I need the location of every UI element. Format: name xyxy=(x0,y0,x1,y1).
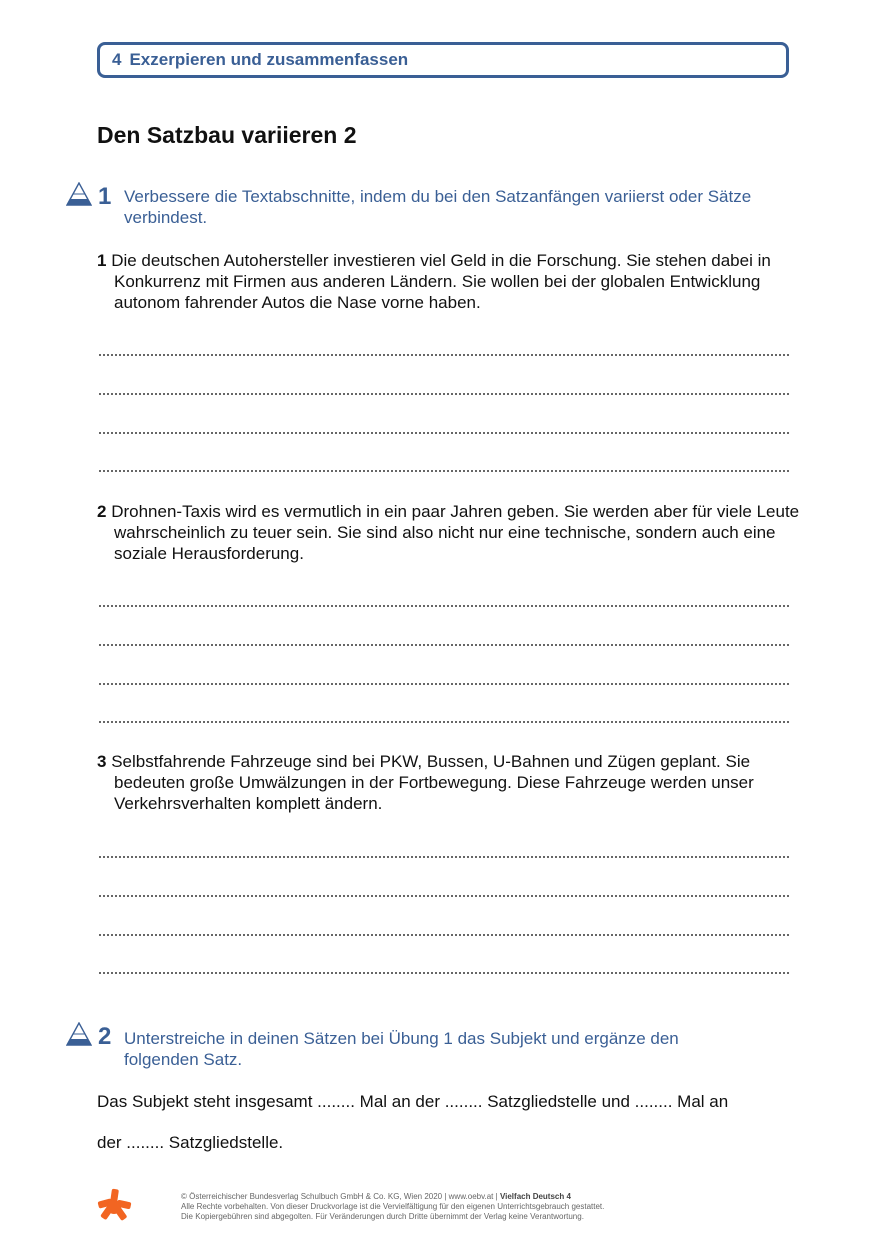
footer-copyright xyxy=(181,1192,604,1222)
footer-line-3: Die Kopiergebühren sind abgegolten. Für Veränderungen durch Dritte übernimmt der Verlag keine Verantwortung. xyxy=(181,1212,584,1221)
item-number: 2 xyxy=(97,502,107,521)
fill-in-sentence-line-1[interactable]: Das Subjekt steht insgesamt ........ Mal an der ........ Satzgliedstelle und ........ Mal an xyxy=(97,1092,729,1111)
difficulty-pyramid-icon xyxy=(66,1022,92,1046)
chapter-header xyxy=(97,42,789,78)
exercise-item-1 xyxy=(97,250,814,313)
task-2-instruction-line-2: folgenden Satz. xyxy=(124,1050,243,1069)
item-text: Die deutschen Autohersteller investieren viel Geld in die Forschung. Sie stehen dabei in Konkurrenz mit Firmen aus anderen Ländern. Sie wollen bei der globalen Entwicklung autonom fahrender Autos die Nase vorne haben. xyxy=(111,251,771,312)
task-2-instruction xyxy=(124,1028,804,1070)
task-1-instruction-line-2: verbindest. xyxy=(124,208,208,227)
oebv-star-logo-icon xyxy=(96,1188,132,1226)
footer-line-2: Alle Rechte vorbehalten. Von dieser Druckvorlage ist die Vervielfältigung für den eigenen Unterrichtsgebrauch gestattet. xyxy=(181,1202,605,1211)
chapter-title: Exzerpieren und zusammenfassen xyxy=(129,50,409,69)
fill-in-sentence-line-2[interactable]: der ........ Satzgliedstelle. xyxy=(97,1133,284,1152)
answer-line[interactable] xyxy=(98,856,790,858)
item-text: Drohnen-Taxis wird es vermutlich in ein paar Jahren geben. Sie werden aber für viele Leute wahrscheinlich zu teuer sein. Sie sind also nicht nur eine technische, sondern auch eine soziale Herausforderung. xyxy=(111,502,800,563)
answer-line[interactable] xyxy=(98,432,790,434)
footer-line-1 xyxy=(181,1192,604,1202)
page-title: Den Satzbau variieren 2 xyxy=(97,122,357,148)
answer-line[interactable] xyxy=(98,644,790,646)
difficulty-pyramid-icon xyxy=(66,182,92,206)
answer-line[interactable] xyxy=(98,934,790,936)
task-1-instruction xyxy=(124,186,804,228)
answer-line[interactable] xyxy=(98,972,790,974)
item-number: 1 xyxy=(97,251,107,270)
item-number: 3 xyxy=(97,752,107,771)
answer-line[interactable] xyxy=(98,895,790,897)
task-2-instruction-line-1: Unterstreiche in deinen Sätzen bei Übung 1 das Subjekt und ergänze den xyxy=(124,1029,679,1048)
answer-line[interactable] xyxy=(98,470,790,472)
answer-line[interactable] xyxy=(98,683,790,685)
answer-line[interactable] xyxy=(98,354,790,356)
answer-line[interactable] xyxy=(98,393,790,395)
exercise-item-2 xyxy=(97,501,814,564)
item-text: Selbstfahrende Fahrzeuge sind bei PKW, Bussen, U-Bahnen und Zügen geplant. Sie bedeuten große Umwälzungen in der Fortbewegung. Diese Fahrzeuge werden unser Verkehrsverhalten komplett ändern. xyxy=(111,752,754,813)
task-1-number: 1 xyxy=(98,183,112,210)
answer-line[interactable] xyxy=(98,721,790,723)
chapter-number: 4 xyxy=(112,50,122,69)
task-1-instruction-line-1: Verbessere die Textabschnitte, indem du bei den Satzanfängen variierst oder Sätze xyxy=(124,187,752,206)
answer-line[interactable] xyxy=(98,605,790,607)
exercise-item-3 xyxy=(97,751,814,814)
footer-book-title: Vielfach Deutsch 4 xyxy=(499,1192,571,1201)
footer-publisher: © Österreichischer Bundesverlag Schulbuch GmbH & Co. KG, Wien 2020 | www.oebv.at | xyxy=(181,1192,500,1201)
task-2-number: 2 xyxy=(98,1023,112,1050)
